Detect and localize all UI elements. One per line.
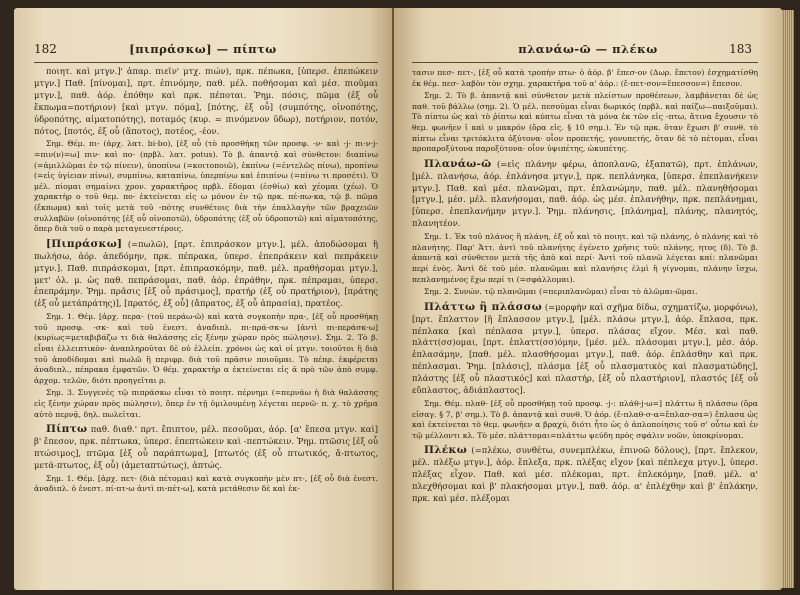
note-paragraph: Σημ. 2. Τὸ β. ἀπαντᾷ καὶ σύνθετον μετὰ πλείστων προθέσεων, λαμβάνεται δὲ ὡς παθ. τοῦ βάλλω (σημ. 2). Ὁ μέλ. πεσοῦμαι εἶναι δωρικός (πρβλ. καὶ παίζω—παιξοῦμαι). Τὸ πίπτω ὡς καὶ τὸ ῥίπτω καὶ κύπτω εἶναι τὰ μόνα ἐκ τῶν εἰς -πτω, ἅτινα ἔχουσιν τὸ θεμ. φωνῆεν ῑ καὶ υ μακρόν (ὅρα εἰς. § 10 σημ.). Ἐν τῷ πρκ. ὅταν ἔχωσι β' συνθ. τὸ πίπτω εἶναι τριτόκλιτα ὀξύτονα· οἷον προπετής, γονυπετής, ὅταν δὲ τὸ πέτομαι, εἶναι προπαροξύτονα παροξύτονα· οἷον ὑψιπέτης, ὠκυπέτης. bbox=[412, 91, 758, 154]
right-page bbox=[394, 8, 782, 590]
dictionary-entry bbox=[34, 424, 378, 472]
entry-headword: [Πιπράσκω] bbox=[46, 237, 123, 250]
right-page-number: 183 bbox=[729, 42, 752, 56]
entry-headword: Πλανάω-ῶ bbox=[424, 157, 492, 170]
paragraph: ποιητ. καὶ μτγν.]' ἀπαρ. πιεῖν' μτχ. πιών), πρκ. πέπωκα, [ὑπερσ. ἐπεπώκειν μτγν.] Παθ. [πίνομαι], πρτ. ἐπινόμην, παθ. μέλ. ποθήσομαι καὶ μέσ. πιοῦμαι μτγν.], παθ. ἀόρ. ἐπόθην καὶ πρκ. πέποται. Ῥημ. πόσις, πῶμα (ἐξ οὗ ἔκπωμα=ποτήριον) [καὶ μτγν. πόμα], [πότης, ἐξ οὗ] (συμπότης, οἰνοπότης, ὑδροπότης, αἱματοπότης), ποταμός (κυρ. = πινόμενον ὕδωρ), ποτήριον, ποτόν, πότος, [ποτός, ἐξ οὗ (ἄποτος), ποτέος, -έον. bbox=[34, 66, 378, 136]
left-page-number: 182 bbox=[34, 42, 57, 56]
entry-headword: Πλέκω bbox=[424, 444, 468, 457]
note-paragraph: Σημ. 2. Συνών. τῷ πλανῶμαι (=περιπλανῶμαι) εἶναι τὸ ἀλῶμαι-ῶμαι. bbox=[424, 287, 698, 297]
note-paragraph: Σημ. 1. Ἐκ τοῦ πλάνος ἢ πλάνη, ἐξ οὗ καὶ τὸ ποιητ. καὶ τῷ πλάνης, ὁ πλάνης καὶ τὸ πλανήτης. Παρ' Ἀττ. ἀντὶ τοῦ πλανήτης ἐγένετο χρῆσις τοῦ: πλάνης, ητος (δ). Τὸ β. ἀπαντᾷ καὶ σύνθετον μετὰ τῆς ἀπὸ καὶ περί· Ἀντὶ τοῦ πλανῶ λέγεται καί: πλανῶμαι περί ἑνὸς. Ἀντὶ δὲ τοῦ μέσ. πλανῶμαι καὶ πλανήσις ἐλμὶ ἢ γίγνομαι, πλάνην ἴσχω, πεπλανημένος ἔχω περί τι (=σφάλλομαι). bbox=[412, 232, 758, 284]
note-paragraph: Σημ. Θέμ. πι- (ἀρχ. λατ. bi-bo), [ἐξ οὗ (τὸ προσθήκῃ τῶν προσφ. -ν- καὶ -j- πι-ν-j-=πιν(ν)=ω] πιν- καὶ πο- (πρβλ. λατ. potus). Τὸ β. ἀπαντᾷ καὶ σύνθετον: διαπίνω (=ἁμιλλῶμαι ἐν τῷ πίνειν), ὑποπίνω (=κοιτοποιῶ), ἐκπίνω (=ἐντελῶς πίνω), προπίνω (=εἰς ὑγίειαν πίνω), συμπίνω, καταπίνω, ὑπερπίνω καὶ ἐπιπίνω (=πίνω τι προσέτι). Ὁ μέλ. πίομαι σημαίνει χρον. χαρακτῆρος πρβλ. ἔδομαι (ἐσθίω) καὶ χέομαι (χέω). Ὁ χαρακτὴρ ο τοῦ θεμ. πο- ἐκτείνεται εἰς ω μόνον ἐν τῷ πρκ. πέ-πω-κα, τῷ β. πῶμα (ἔκπωμα) καὶ τοῖς μετὰ τοῦ -πότης συνθέτοις διὰ τὴν ἐπαλλαγὴν τῶν βραχειῶν συλλαβῶν (οἰνοπότης [ἐξ οὗ οἰνοποτῶ), ὑδροπότης (ἐξ οὗ ὑδροποτῶ) καὶ αἱματοπότης, ὅπερ διὰ τοῦ ο παρὰ μεταγενεστέροις. bbox=[34, 139, 378, 234]
page-edges bbox=[782, 10, 794, 588]
left-header-rule bbox=[34, 62, 378, 63]
right-page-header bbox=[394, 42, 782, 60]
note-paragraph: τασιν πεσ- πετ-, [ἐξ οὗ κατὰ τροπὴν πτω- ὁ ἀόρ. β' ἔπεσ-ον (Δωρ. ἔπετον) ἐσχηματίσθη ἐκ θέμ. πεσ- λαβὸν τὸν σχημ. χαρακτῆρα τοῦ α' ἀόρ.: (ἔ-πετ-σον=ἔπεσσον=) ἔπεσον. bbox=[412, 68, 758, 88]
entry-text: (=πωλῶ), [πρτ. ἐπιπράσκον μτγν.], μέλ. ἀποδώσομαι ἢ πωλήσω, ἀόρ. ἀπεδόμην, πρκ. πέπρακα, ὑπερσ. ἐπεπράκειν καὶ πεπράκειν μτγν.]. Παθ. πιπράσκομαι, [πρτ. ἐπιπρασκόμην, παθ. μέλ. πραθήσομαι μτγν.], μετ' ὀλ. μ. ὡς παθ. πεπράσομαι, παθ. ἀόρ. ἐπράθην, πρκ. πέπραμαι, ὑπερσ. ἐπεπράμην. Ῥημ. πρᾶσις [ἐξ οὗ πράσιμος], πρατήρ (ἐξ οὗ πρατήριον), [πράτης (ἐξ οὗ μετάπράτης)], [πρατός, ἐξ οὗ] (ἄπρατος, ἐξ οὗ ἀπρασία), πρατέος. bbox=[34, 238, 378, 309]
left-page-header bbox=[14, 42, 392, 60]
entry-headword: Πίπτω bbox=[46, 423, 88, 436]
note-paragraph: Σημ. Θέμ. πλαθ- [ἐξ οὗ προσθήκῃ τοῦ προσφ. -j-: πλάθ-j-ω=] πλάττω ἢ πλάσσω (ὅρα εἰσαγ. § 7, β' σημ.). Τὸ β. ἀπαντᾷ καὶ συνθ. Ὁ ἀόρ. (ἔ-πλαθ-σ-α=ἔπλασ-σα=) ἔπλασα ὡς καὶ ἐκτείνεται τὸ θεμ. φωνῆεν α βραχύ, διότι ἦτο ὡς ὁ ἀπλοποίησις τοῦ σ' οὗτω καὶ ἐν τῷ μέλλοντι κλ. Τὸ μέσ. πλάττομαι=πλάττω ψεύδη πρὸς σφάλιν νοῶν, ὑποκρίνομαι. bbox=[412, 399, 758, 440]
left-page-body bbox=[34, 66, 378, 495]
entry-text: (=εἰς πλάνην φέρω, ἀποπλανῶ, ἐξαπατῶ), πρτ. ἐπλάνων, [μέλ. πλανήσω, ἀόρ. ἐπλάνησα μτγν.], πρκ. πεπλάνηκα, [ὑπερσ. ἐπεπλανήκειν μτγν.]. Παθ. καὶ μέσ. πλανῶμαι, πρτ. ἐπλανώμην, παθ. μέλ. πλανηθήσομαι [μτγν.], μέσ. μέλ. πλανήσομαι, παθ. ἀόρ. ὡς μέσ. ἐπλανήθην, πρκ. πεπλάνημαι, [ὑπερσ. ἐπεπλανήμην μτγν.]. Ῥημ. πλάνησις, [πλάνημα], πλάνης, πλανητός, πλανητέον. bbox=[412, 158, 758, 229]
note-paragraph: Σημ. 3. Συγγενὲς τῷ πιπράσκω εἶναι τὸ ποιητ. πέρνημι (=περνάω ἡ διὰ θαλάσσης εἰς ξένην χώραν πρὸς πώλησιν), ὅπερ ἐν τῇ ὁμιλουμένῃ λέγεται περνῶ· π. χ. τὸ χρῆμα αὐτὸ περνᾷ, δηλ. πωλεῖται. bbox=[34, 388, 378, 419]
entry-text: παθ. διαθ.' πρτ. ἔπιπτον, μέλ. πεσοῦμαι, ἀόρ. [α' ἔπεσα μτγν. καὶ] β' ἔπεσον, πρκ. πέπτωκα, ὑπερσ. ἐπεπτώκειν καὶ -πεπτώκειν. Ῥημ. πτῶσις [ἐξ οὗ πτώσιμος], πτῶμα [ἐξ οὗ παράπτωμα], [πτωτός (ἐξ οὗ πτωτικός, ἄ-πτωτος, μετά-πτωτος, ἐξ οὗ) (ἀμεταπτώτως), ἀπτώς. bbox=[34, 424, 378, 470]
note-paragraph: Σημ. 1. Θέμ. [ἀρχ. περα- (τοῦ περάω-ῶ) καὶ κατὰ συγκοπὴν πρα-, [ἐξ οὗ προσθήκῃ τοῦ προσφ. -σκ- καὶ τοῦ ἐνεστ. ἀναδιπλ. πι-πρά-σκ-ω [ἀντὶ πι-περάσκ-ω] (κυρίως=μεταβιβάζω τι διὰ θαλάσσης εἰς ξένην χώραν πρὸς πώλησιν). Σημ. 2. Τὸ β. εἶναι ἐλλειπτικὸν· ἀναπληροῦται δὲ οὐ ἐλλείπ. χρόνοι ὡς καὶ οἱ μτγν. τοιοῦτοι ἢ διὰ τοῦ ἀποδίδομαι καὶ πωλῶ ἢ περιφρ. διὰ τοῦ πρᾶσιν ποιοῦμαι. Τὸ πέπρ. ἐκφέρεται ἀναδιπλ., πέπρακα ἐμφατῶν. Ὁ θέμ. χαρακτὴρ α ἐκτείνεται εἰς ᾱ πρὸ τῶν ἀπὸ συμφ. ἀρχομ. τελῶν, διότι προηγεῖται ρ. bbox=[34, 312, 378, 385]
entry-headword: Πλάττω ἢ πλάσσω bbox=[424, 300, 542, 313]
dictionary-entry bbox=[412, 159, 758, 230]
left-running-title: [πιπράσκω] — πίπτω bbox=[129, 42, 277, 56]
left-page bbox=[14, 8, 392, 590]
right-page-body bbox=[412, 66, 758, 505]
dictionary-entry bbox=[412, 445, 758, 505]
dictionary-entry bbox=[412, 302, 758, 397]
right-header-rule bbox=[412, 62, 758, 63]
dictionary-entry bbox=[34, 239, 378, 310]
right-running-title: πλανάω-ῶ — πλέκω bbox=[518, 42, 658, 56]
entry-text: (=πλέκω, συνθέτω, συνεμπλέκω, ἐπινοῶ δόλους), [πρτ. ἔπλεκον, μέλ. πλέξω μτγν.], ἀόρ. ἔπλεξα, πρκ. πλέξας εἴχον [καὶ πέπλεχα μτγν.], ὑπερσ. πλέξας εἶχον. Παθ. καὶ μέσ. πλέκομαι, πρτ. ἐπλεκόμην, [παθ. μέλ. α' πλεχθήσομαι καὶ β' πλακήσομαι μτγν.], παθ. ἀόρ. α' ἐπλέχθην καὶ β' ἐπλάκην, πρκ. καὶ μέσ. πλέξομαι bbox=[412, 445, 758, 503]
note-paragraph: Σημ. 1. Θέμ. [ἀρχ. πετ- (διὰ πέτομαι) καὶ κατὰ συγκοπὴν μὲν πτ-, [ἐξ οὗ διὰ ἐνεστ. ἀναδιπλ. ὁ ἐνεστ. πί-πτ-ω ἀντὶ πι-πέτ-ω], κατὰ μετάθεσιν δὲ καὶ ἐκ- bbox=[34, 473, 378, 494]
entry-text: (=μορφὴν καὶ σχῆμα δίδω, σχηματίζω, μορφόνω), [πρτ. ἔπλαττον [ἢ ἔπλασσον μτγν.], [μέλ. πλάσω μτγν.], ἀόρ. ἔπλασα, πρκ. πέπλακα [καὶ πέπλασα μτγν.], ὑπερσ. πλάσας εἴχον. Μέσ. καὶ παθ. πλάττ(σσ)ομαι, [πρτ. ἐπλαττ(σσ)όμην, [μέσ. μέλ. πλάσομαι μτγν.], μέσ. ἀόρ. ἐπλασάμην, [παθ. μέλ. πλασθήσομαι μτγν.], παθ. ἀόρ. ἐπλάσθην καὶ πρκ. πέπλασμαι. Ῥημ. [πλάσις], πλάσμα [ἐξ οὗ πλασματικὸς καὶ πλασματώδης], πλάστης [ἐξ οὗ πλαστικός] καὶ πλαστήρ, [ἐξ οὗ πλαστήριον], πλαστός [ἐξ οὗ εὔπλαστος, ἀδιάπλαστος]. bbox=[412, 301, 758, 396]
